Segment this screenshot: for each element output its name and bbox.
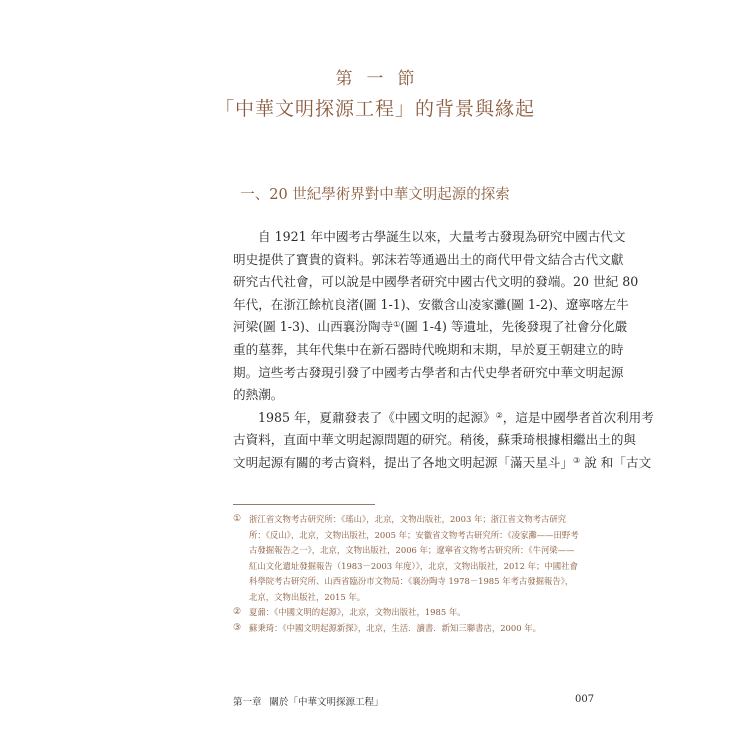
text-line: 明史提供了寶貴的資料。郭沫若等通過出土的商代甲骨文結合古代文獻	[233, 251, 624, 267]
text-line	[233, 407, 733, 430]
footnote-1	[233, 512, 733, 605]
running-head	[233, 694, 384, 708]
footnote-ref[interactable]: ①	[393, 320, 401, 330]
text-line	[233, 316, 733, 339]
text-line: 自 1921 年中國考古學誕生以來，大量考古發現為研究中國古代文	[258, 229, 626, 244]
footnotes	[233, 512, 733, 636]
paragraph-1	[233, 226, 733, 407]
footnote-line: 科學院考古研究所、山西省臨汾市文物局：《襄汾陶寺 1978－1985 年考古發掘報告》，	[249, 576, 574, 586]
text-line: 年代，在浙江餘杭良渚(圖 1-1)、安徽含山凌家灘(圖 1-2)、遼寧喀左牛	[233, 296, 629, 312]
text-line: 重的墓葬，其年代集中在新石器時代晚期和末期，早於夏王朝建立的時	[233, 341, 624, 357]
chapter-label: 第一章	[233, 697, 262, 708]
section-label: 第一節	[335, 69, 429, 89]
footnote-2	[233, 605, 733, 621]
footnote-ref[interactable]: ③	[573, 455, 581, 465]
text-line: 的熱潮。	[233, 387, 284, 403]
footnote-line: 夏鼐：《中國文明的起源》，北京，文物出版社，1985 年。	[249, 607, 466, 617]
subheading: 一、20 世紀學術界對中華文明起源的探索	[240, 187, 510, 203]
footnote-line: 所：《反山》，北京，文物出版社，2005 年；安徽省文物考古研究所：《凌家灘——田野考	[249, 529, 579, 540]
text-fragment: ，這是中國學者首次利用考	[502, 409, 654, 425]
section-title: 「中華文明探源工程」的背景與緣起	[214, 98, 535, 120]
text-fragment: (圖 1-4) 等遺址，先後發現了社會分化嚴	[400, 319, 628, 335]
text-fragment: 說 和「古文	[580, 454, 652, 470]
body-text	[233, 226, 733, 475]
text-line: 期。這些考古發現引發了中國考古學者和古代史學者研究中華文明起源	[233, 364, 624, 380]
footnote-line: 古發掘報告之一》，北京，文物出版社，2006 年；遼寧省文物考古研究所：《牛河梁——	[249, 545, 575, 555]
text-line	[233, 452, 733, 475]
chapter-title: 關於「中華文明探源工程」	[269, 697, 384, 708]
footnote-line: 紅山文化遺址發掘報告（1983－2003 年度）》，北京，文物出版社，2012 年；中國社會	[249, 560, 578, 571]
text-line: 古資料，直面中華文明起源問題的研究。稍後，蘇秉琦根據相繼出土的與	[233, 432, 636, 448]
footnote-mark: ①	[233, 514, 242, 524]
footnote-divider	[233, 504, 375, 505]
text-line: 研究古代社會，可以說是中國學者研究中國古代文明的發端。20 世紀 80	[233, 274, 639, 290]
footnote-mark: ③	[233, 622, 242, 633]
paragraph-2	[233, 407, 733, 475]
footnote-ref[interactable]: ②	[495, 410, 503, 420]
footnote-mark: ②	[233, 607, 242, 617]
text-fragment: 文明起源有關的考古資料，提出了各地文明起源「滿天星斗」	[233, 454, 574, 470]
footnote-line: 蘇秉琦：《中國文明起源新探》，北京，生活．讀書．新知三聯書店，2000 年。	[249, 622, 541, 633]
text-fragment: 河梁(圖 1-3)、山西襄汾陶寺	[233, 319, 394, 335]
footnote-line: 浙江省文物考古研究所：《瑤山》，北京，文物出版社，2003 年；浙江省文物考古研究	[249, 514, 567, 524]
footnote-line: 北京，文物出版社，2015 年。	[249, 591, 366, 602]
text-fragment: 1985 年，夏鼐發表了《中國文明的起源》	[258, 409, 496, 425]
footnote-3	[233, 621, 733, 637]
page-number: 007	[575, 694, 595, 705]
